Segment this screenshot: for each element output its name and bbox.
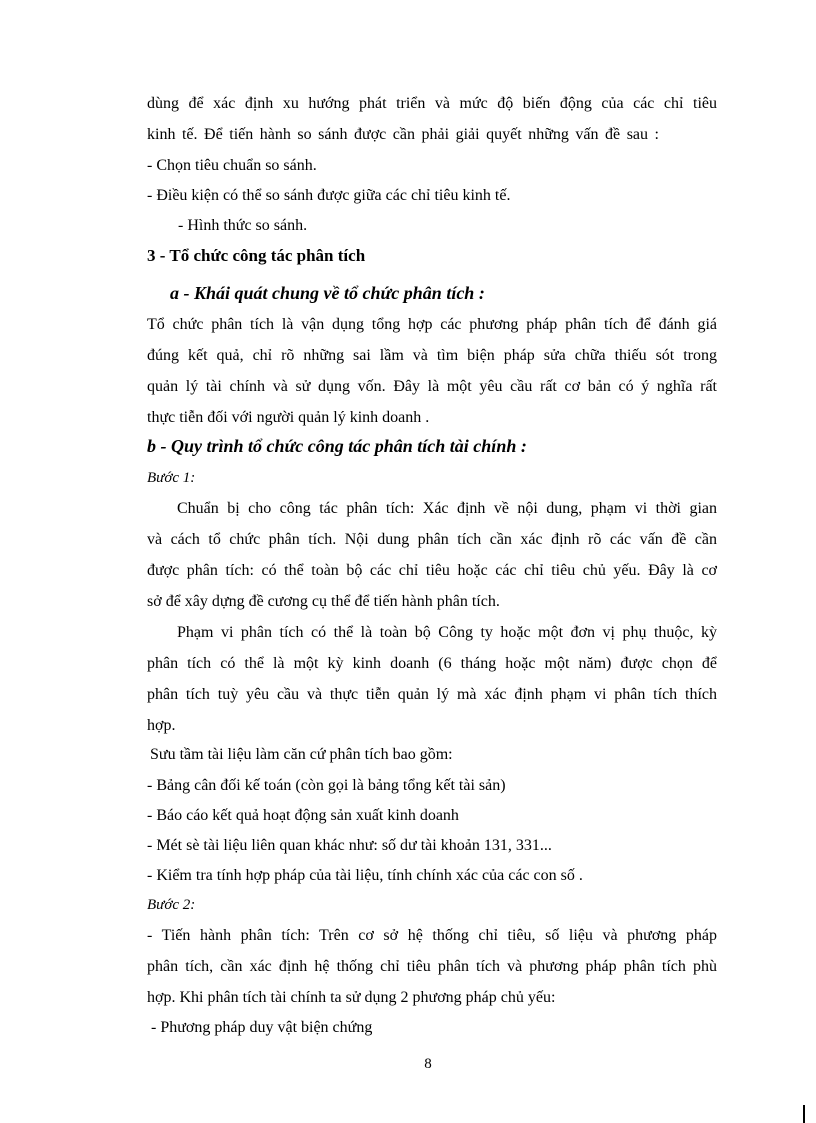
- section-b-heading: b - Quy trình tổ chức công tác phân tích tài chính :: [147, 436, 527, 456]
- para-a-line-4: thực tiễn đối với người quản lý kinh doanh .: [147, 409, 430, 426]
- intro-item-1: - Chọn tiêu chuẩn so sánh.: [147, 157, 317, 174]
- page-edge-mark: [803, 1105, 805, 1123]
- intro-item-2: - Điều kiện có thể so sánh được giữa các chỉ tiêu kinh tế.: [147, 187, 511, 204]
- page-number: 8: [424, 1056, 432, 1072]
- step1-para1-line-3: được phân tích: có thể toàn bộ các chỉ tiêu hoặc các chỉ tiêu chủ yếu. Đây là cơ: [147, 562, 717, 579]
- collect-item-4: - Kiểm tra tính hợp pháp của tài liệu, tính chính xác của các con số .: [147, 867, 583, 884]
- step2-para-line-1: - Tiến hành phân tích: Trên cơ sở hệ thống chỉ tiêu, số liệu và phương pháp: [147, 927, 717, 944]
- step1-para2-line-1: Phạm vi phân tích có thể là toàn bộ Công ty hoặc một đơn vị phụ thuộc, kỳ: [177, 624, 717, 641]
- step1-para1-line-1: Chuẩn bị cho công tác phân tích: Xác định về nội dung, phạm vi thời gian: [177, 500, 717, 517]
- step1-para1-line-4: sở để xây dựng đề cương cụ thể để tiến hành phân tích.: [147, 593, 500, 610]
- intro-line-1: dùng để xác định xu hướng phát triển và mức độ biến động của các chỉ tiêu: [147, 95, 717, 112]
- para-a-line-3: quản lý tài chính và sử dụng vốn. Đây là một yêu cầu rất cơ bản có ý nghĩa rất: [147, 378, 717, 395]
- para-a-line-2: đúng kết quả, chỉ rõ những sai lầm và tìm biện pháp sửa chữa thiếu sót trong: [147, 347, 717, 364]
- section-a-heading: a - Khái quát chung về tổ chức phân tích :: [170, 283, 485, 303]
- step-1-label: Bước 1:: [147, 470, 196, 486]
- collect-item-1: - Bảng cân đối kế toán (còn gọi là bảng tổng kết tài sản): [147, 777, 506, 794]
- step1-para1-line-2: và cách tổ chức phân tích. Nội dung phân tích cần xác định rõ các vấn đề cần: [147, 531, 717, 548]
- collect-item-2: - Báo cáo kết quả hoạt động sản xuất kinh doanh: [147, 807, 459, 824]
- intro-line-2: kinh tế. Để tiến hành so sánh được cần phải giải quyết những vấn đề sau :: [147, 126, 659, 143]
- step1-para2-line-3: phân tích tuỳ yêu cầu và thực tiễn quản lý mà xác định phạm vi phân tích thích: [147, 686, 717, 703]
- para-a-line-1: Tổ chức phân tích là vận dụng tổng hợp các phương pháp phân tích để đánh giá: [147, 316, 717, 333]
- step-2-label: Bước 2:: [147, 897, 196, 913]
- step1-para2-line-2: phân tích có thể là một kỳ kinh doanh (6 tháng hoặc một năm) được chọn để: [147, 655, 717, 672]
- collect-item-3: - Mét sè tài liệu liên quan khác như: số dư tài khoản 131, 331...: [147, 837, 552, 854]
- section-3-heading: 3 - Tổ chức công tác phân tích: [147, 246, 366, 265]
- step1-para2-line-4: hợp.: [147, 717, 176, 734]
- step2-para-line-2: phân tích, cần xác định hệ thống chỉ tiêu phân tích và phương pháp phân tích phù: [147, 958, 717, 975]
- step2-para-line-3: hợp. Khi phân tích tài chính ta sử dụng 2 phương pháp chủ yếu:: [147, 989, 556, 1006]
- collect-intro: Sưu tầm tài liệu làm căn cứ phân tích bao gồm:: [150, 746, 453, 763]
- step2-item: - Phương pháp duy vật biện chứng: [151, 1019, 373, 1036]
- intro-item-3: - Hình thức so sánh.: [178, 217, 308, 234]
